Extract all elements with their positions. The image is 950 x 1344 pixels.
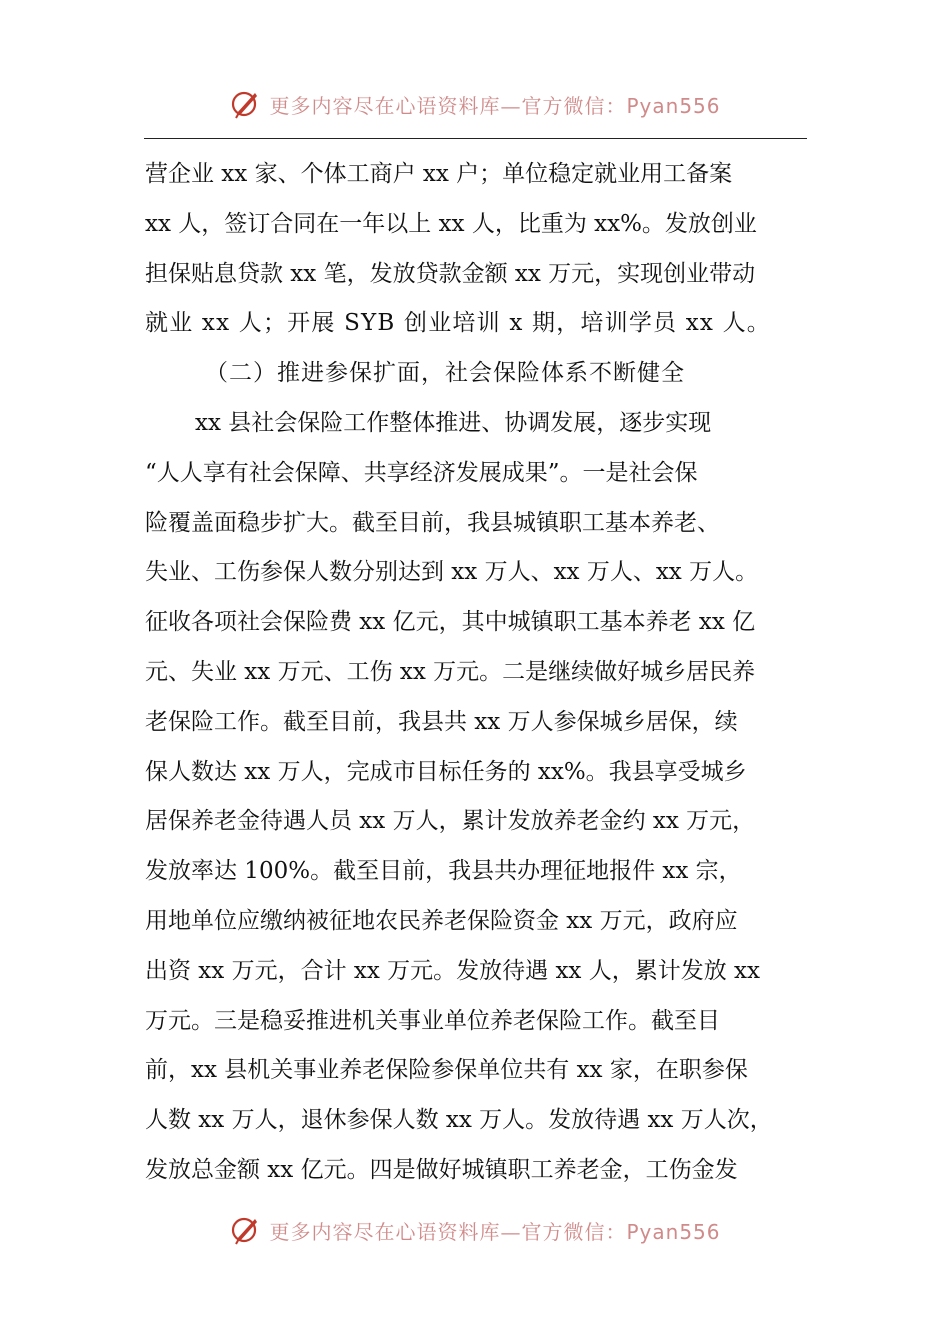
banner-text (269, 1216, 720, 1245)
banner-label: 更多内容尽在心语资料库—官方微信： (269, 93, 627, 118)
body-line: 前，xx 县机关事业养老保险参保单位共有 xx 家，在职参保 (145, 1057, 748, 1084)
body-line: 发放率达 100%。截至目前，我县共办理征地报件 xx 宗， (145, 858, 742, 885)
banner-label: 更多内容尽在心语资料库—官方微信： (269, 1219, 627, 1244)
body-line: 险覆盖面稳步扩大。截至目前，我县城镇职工基本养老、 (145, 509, 720, 536)
body-line: 元、失业 xx 万元、工伤 xx 万元。二是继续做好城乡居民养 (145, 658, 756, 685)
body-line: 居保养老金待遇人员 xx 万人，累计发放养老金约 xx 万元， (145, 808, 756, 835)
body-line: 万元。三是稳妥推进机关事业单位养老保险工作。截至目 (145, 1007, 720, 1034)
body-line: 就业 xx 人；开展 SYB 创业培训 x 期，培训学员 xx 人。 (145, 310, 771, 337)
wechat-id: Pyan556 (626, 93, 721, 118)
body-line: “人人享有社会保障、共享经济发展成果”。一是社会保 (145, 459, 698, 486)
body-line: 保人数达 xx 万人，完成市目标任务的 xx%。我县享受城乡 (145, 758, 747, 785)
quill-logo-icon (229, 87, 263, 121)
banner-text (269, 90, 720, 119)
document-body (145, 150, 807, 1196)
body-line: 营企业 xx 家、个体工商户 xx 户；单位稳定就业用工备案 (145, 161, 733, 187)
body-line: xx 人，签订合同在一年以上 xx 人，比重为 xx%。发放创业 (145, 210, 757, 237)
footer-banner (0, 1210, 950, 1250)
body-line: 担保贴息贷款 xx 笔，发放贷款金额 xx 万元，实现创业带动 (145, 260, 756, 287)
quill-logo-icon (229, 1213, 263, 1247)
body-line: 征收各项社会保险费 xx 亿元，其中城镇职工基本养老 xx 亿 (145, 609, 756, 636)
body-line: 用地单位应缴纳被征地农民养老保险资金 xx 万元，政府应 (145, 907, 738, 934)
body-line: 人数 xx 万人，退休参保人数 xx 万人。发放待遇 xx 万人次， (145, 1107, 773, 1134)
body-line: 失业、工伤参保人数分别达到 xx 万人、xx 万人、xx 万人。 (145, 559, 759, 586)
wechat-id: Pyan556 (626, 1219, 721, 1244)
header-rule (144, 138, 807, 139)
body-line: 发放总金额 xx 亿元。四是做好城镇职工养老金，工伤金发 (145, 1156, 738, 1183)
body-line: 出资 xx 万元，合计 xx 万元。发放待遇 xx 人，累计发放 xx (145, 957, 760, 984)
section-heading: （二）推进参保扩面，社会保险体系不断健全 (205, 360, 685, 387)
paragraph-first-line: xx 县社会保险工作整体推进、协调发展，逐步实现 (195, 409, 712, 436)
body-line: 老保险工作。截至目前，我县共 xx 万人参保城乡居保，续 (145, 708, 738, 735)
header-banner (0, 84, 950, 124)
